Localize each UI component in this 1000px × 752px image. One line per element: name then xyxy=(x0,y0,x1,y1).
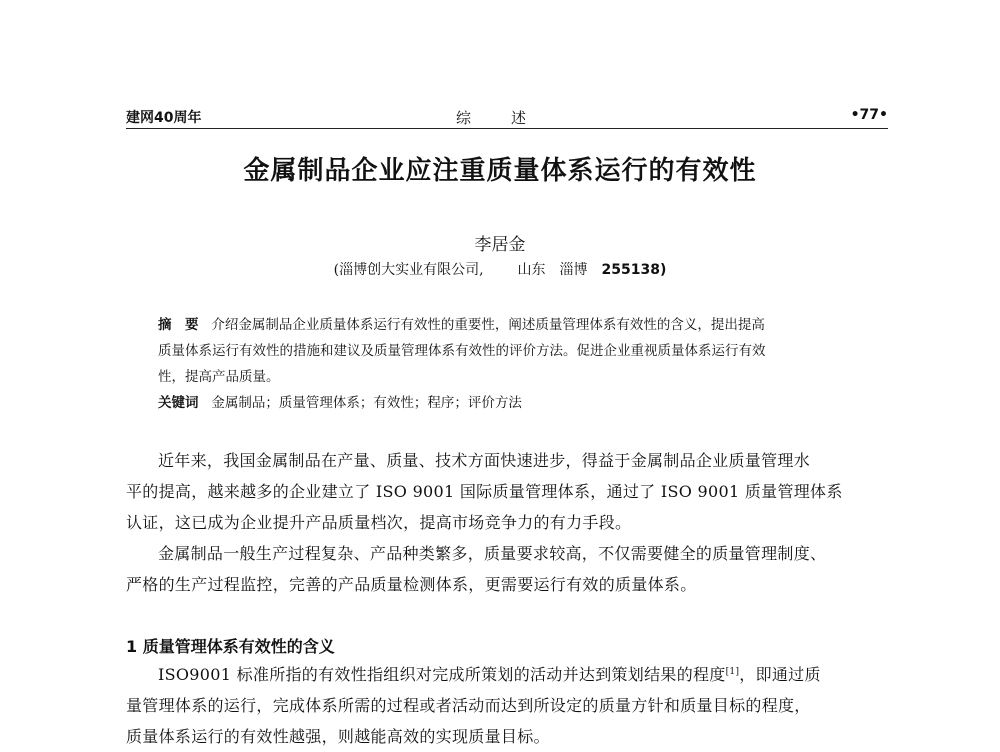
abstract-line: 质量体系运行有效性的措施和建议及质量管理体系有效性的评价方法。促进企业重视质量体系运行有效 xyxy=(158,343,766,359)
abstract-label: 摘 要 xyxy=(158,317,199,333)
journal-anniversary-label: 建网40周年 xyxy=(126,110,202,126)
keywords-text: 金属制品；质量管理体系；有效性；程序；评价方法 xyxy=(211,395,522,411)
running-head xyxy=(126,107,888,129)
article-title: 金属制品企业应注重质量体系运行的有效性 xyxy=(243,156,757,186)
body-text-line xyxy=(158,662,821,685)
keywords-label: 关键词 xyxy=(158,395,199,411)
keywords-line xyxy=(158,391,522,411)
body-text-line: 质量体系运行的有效性越强，则越能高效的实现质量目标。 xyxy=(126,727,550,746)
author-affiliation xyxy=(0,259,1000,279)
header-rule xyxy=(126,128,888,129)
body-text-line: 近年来，我国金属制品在产量、质量、技术方面快速进步，得益于金属制品企业质量管理水 xyxy=(158,451,811,470)
body-text-line: 严格的生产过程监控，完善的产品质量检测体系，更需要运行有效的质量体系。 xyxy=(126,575,697,594)
author-name: 李居金 xyxy=(474,235,526,255)
body-text-line: 量管理体系的运行，完成体系所需的过程或者活动而达到所设定的质量方针和质量目标的程度， xyxy=(126,696,811,715)
section-label: 综述 xyxy=(456,109,567,127)
body-text-line: 平的提高，越来越多的企业建立了 ISO 9001 国际质量管理体系，通过了 ISO 9001 质量管理体系 xyxy=(126,482,843,501)
section1-line1-text: ISO9001 标准所指的有效性指组织对完成所策划的活动并达到策划结果的程度 xyxy=(158,665,726,684)
section1-line1-tail: ，即通过质 xyxy=(739,665,821,684)
section-heading: 1 质量管理体系有效性的含义 xyxy=(126,637,335,656)
body-text-line: 金属制品一般生产过程复杂、产品种类繁多，质量要求较高，不仅需要健全的质量管理制度、 xyxy=(158,544,827,563)
abstract-line xyxy=(158,313,765,333)
affiliation-postcode: 255138) xyxy=(601,262,667,278)
affiliation-org: (淄博创大实业有限公司, xyxy=(333,262,484,278)
citation-ref: [1] xyxy=(725,667,740,677)
abstract-text: 介绍金属制品企业质量体系运行有效性的重要性，阐述质量管理体系有效性的含义，提出提高 xyxy=(211,317,765,333)
body-text-line: 认证，这已成为企业提升产品质量档次，提高市场竞争力的有力手段。 xyxy=(126,513,632,532)
affiliation-place: 山东 淄博 xyxy=(517,262,588,278)
abstract-line: 性，提高产品质量。 xyxy=(158,369,280,385)
page-number: •77• xyxy=(850,107,888,123)
